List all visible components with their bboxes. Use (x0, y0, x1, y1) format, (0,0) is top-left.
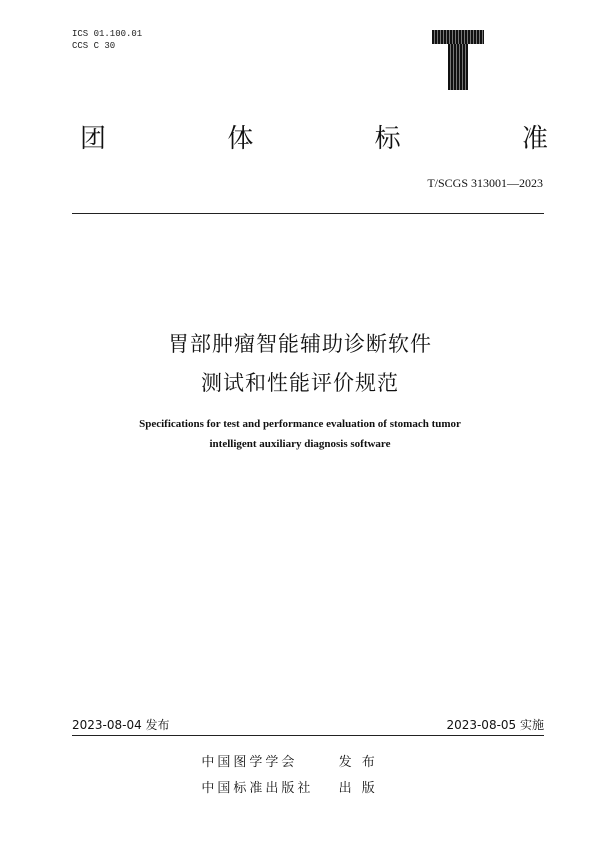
standard-type-heading (80, 118, 550, 158)
title-en-line1: Specifications for test and performance evaluation of stomach tumor (139, 418, 461, 430)
standard-number: T/SCGS 313001—2023 (427, 176, 543, 190)
publisher-org: 中国图学学会 (201, 755, 298, 770)
title-en-line2: intelligent auxiliary diagnosis software (209, 438, 391, 450)
publisher-action: 发 布 (338, 755, 378, 770)
top-divider (72, 213, 544, 214)
publisher-org: 中国标准出版社 (201, 781, 314, 796)
publisher-action: 出 版 (338, 781, 378, 796)
title-cn-line2: 测试和性能评价规范 (201, 371, 399, 395)
heading-char: 团 (80, 124, 109, 154)
heading-char: 体 (227, 124, 256, 154)
publisher-row (0, 751, 600, 770)
title-cn-line1: 胃部肿瘤智能辅助诊断软件 (168, 332, 432, 356)
publisher-row (0, 777, 600, 796)
heading-char: 准 (521, 124, 550, 154)
logo-t-stem (448, 44, 468, 90)
issue-date: 2023-08-04 发布 (72, 718, 170, 732)
ics-code: ICS 01.100.01 (72, 29, 143, 39)
standard-logo-t (432, 30, 484, 90)
logo-t-bar (432, 30, 484, 44)
classification-codes (72, 28, 142, 52)
implementation-date: 2023-08-05 实施 (446, 718, 544, 732)
ccs-code: CCS C 30 (72, 41, 116, 51)
heading-char: 标 (374, 124, 403, 154)
bottom-divider (72, 735, 544, 736)
